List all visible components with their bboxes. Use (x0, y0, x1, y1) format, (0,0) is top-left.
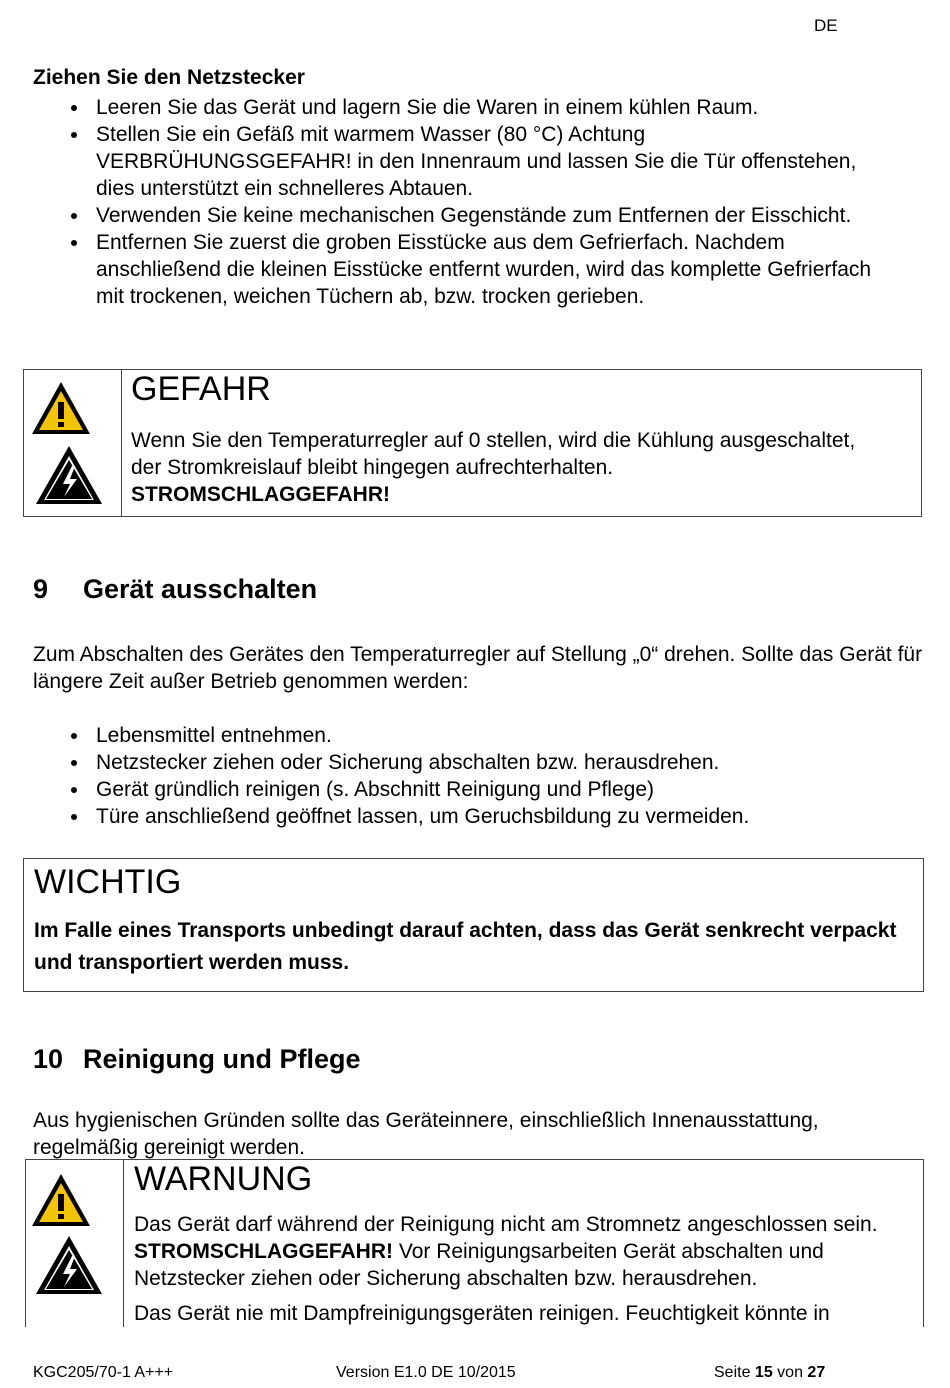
danger-box (23, 369, 922, 517)
list-item: Stellen Sie ein Gefäß mit warmem Wasser (80 °C) Achtung VERBRÜHUNGSGEFAHR! in den Innenraum und lassen Sie die Tür offenstehen, dies unterstützt ein schnelleres Abtauen. (33, 121, 893, 202)
danger-text (131, 427, 891, 508)
footer-version: Version E1.0 DE 10/2015 (336, 1364, 516, 1381)
page-total: 27 (807, 1364, 826, 1381)
footer-page (714, 1364, 825, 1382)
danger-emphasis: STROMSCHLAGGEFAHR! (131, 483, 390, 506)
list-item: Verwenden Sie keine mechanischen Gegenstände zum Entfernen der Eisschicht. (33, 202, 893, 229)
warning-description-a: Das Gerät darf während der Reinigung nicht am Stromnetz angeschlossen sein. (134, 1213, 878, 1236)
important-text: Im Falle eines Transports unbedingt darauf achten, dass das Gerät senkrecht verpackt und transportiert werden muss. (34, 919, 897, 974)
important-box (23, 858, 924, 992)
list-item: Gerät gründlich reinigen (s. Abschnitt Reinigung und Pflege) (33, 776, 913, 803)
danger-icon-column (24, 370, 122, 516)
footer-model: KGC205/70-1 A+++ (33, 1364, 174, 1381)
defrost-subtitle: Ziehen Sie den Netzstecker (33, 66, 305, 89)
warning-description-c: Das Gerät nie mit Dampfreinigungsgeräten reinigen. Feuchtigkeit könnte in (134, 1302, 830, 1325)
warning-icon-column (26, 1160, 124, 1327)
page-mid: von (777, 1364, 803, 1381)
section-9-intro: Zum Abschalten des Gerätes den Temperaturregler auf Stellung „0“ drehen. Sollte das Gerät für längere Zeit außer Betrieb genommen werden: (33, 643, 923, 693)
warning-triangle-icon (30, 1172, 92, 1228)
list-item: Lebensmittel entnehmen. (33, 722, 913, 749)
warning-emphasis: STROMSCHLAGGEFAHR! (134, 1240, 393, 1263)
important-title: WICHTIG (34, 863, 182, 901)
section-10-heading (33, 1044, 361, 1075)
section-10-intro: Aus hygienischen Gründen sollte das Geräteinnere, einschließlich Innenausstattung, regelmäßig gereinigt werden. (33, 1109, 819, 1159)
defrost-list (33, 94, 893, 310)
page-current: 15 (754, 1364, 773, 1381)
section-9-heading (33, 574, 317, 605)
list-item: Türe anschließend geöffnet lassen, um Geruchsbildung zu vermeiden. (33, 803, 913, 830)
section-number: 10 (33, 1044, 64, 1074)
danger-title: GEFAHR (131, 370, 271, 408)
warning-text (134, 1211, 914, 1327)
electric-shock-icon (34, 444, 104, 506)
page-prefix: Seite (714, 1364, 751, 1381)
section-number: 9 (33, 574, 49, 604)
warning-triangle-icon (30, 380, 92, 436)
warning-description-b: Vor Reinigungsarbeiten Gerät abschalten und Netzstecker ziehen oder Sicherung abschalten bzw. herausdrehen. (134, 1240, 824, 1290)
section-title: Gerät ausschalten (83, 574, 318, 604)
language-label: DE (814, 16, 838, 35)
danger-description: Wenn Sie den Temperaturregler auf 0 stellen, wird die Kühlung ausgeschaltet, der Stromkreislauf bleibt hingegen aufrechterhalten. (131, 429, 856, 479)
electric-shock-icon (34, 1234, 104, 1296)
list-item: Entfernen Sie zuerst die groben Eisstücke aus dem Gefrierfach. Nachdem anschließend die kleinen Eisstücke entfernt wurden, wird das komplette Gefrierfach mit trockenen, weichen Tüchern ab, bzw. trocken gerieben. (33, 229, 893, 310)
warning-title: WARNUNG (134, 1160, 313, 1198)
list-item: Netzstecker ziehen oder Sicherung abschalten bzw. herausdrehen. (33, 749, 913, 776)
warning-box (25, 1159, 924, 1327)
shutdown-list (33, 722, 913, 830)
section-title: Reinigung und Pflege (83, 1044, 361, 1074)
list-item: Leeren Sie das Gerät und lagern Sie die Waren in einem kühlen Raum. (33, 94, 893, 121)
